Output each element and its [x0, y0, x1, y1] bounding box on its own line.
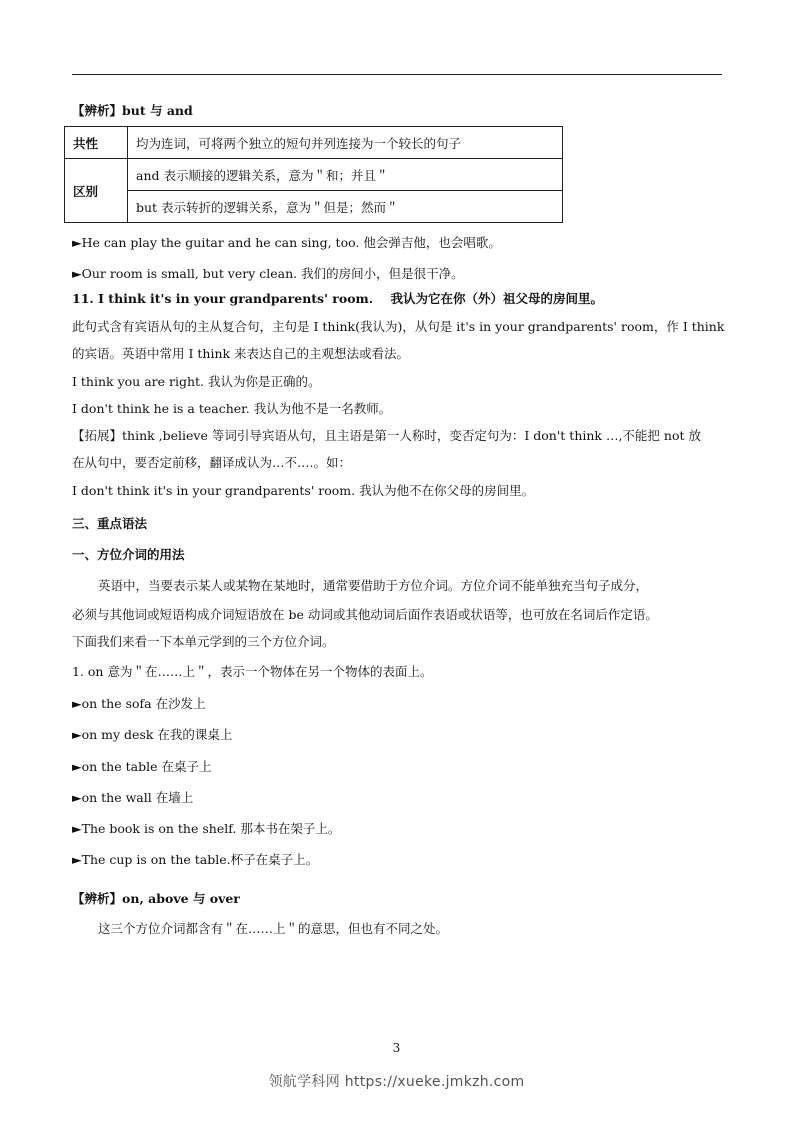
on-example-line: ►on the wall 在墙上 — [72, 790, 194, 805]
table-row — [65, 159, 563, 191]
paragraph-line: I don't think he is a teacher. 我认为他不是一名教师。 — [72, 401, 392, 416]
intro-line: 必须与其他词或短语构成介词短语放在 be 动词或其他动词后面作表语或状语等，也可放在名词后作定语。 — [72, 607, 658, 622]
page-number: 3 — [392, 1041, 401, 1055]
on-example-line: ►The cup is on the table.杯子在桌子上。 — [72, 852, 319, 867]
intro-line: 下面我们来看一下本单元学到的三个方位介词。 — [72, 634, 335, 649]
on-point-line: 1. on 意为＂在……上＂，表示一个物体在另一个物体的表面上。 — [72, 664, 433, 679]
closing-line: 这三个方位介词都含有＂在……上＂的意思，但也有不同之处。 — [98, 921, 449, 936]
diff-head-cell: 区别 — [65, 159, 128, 223]
common-text-cell: 均为连词，可将两个独立的短句并列连接为一个较长的句子 — [128, 127, 563, 159]
footer-watermark: 领航学科网 https://xueke.jmkzh.com — [268, 1074, 525, 1090]
but-and-comparison-table — [64, 126, 563, 223]
bianxi-prefix: 【辨析】 — [72, 103, 123, 118]
on-example-line: ►on my desk 在我的课桌上 — [72, 727, 233, 742]
example-line: ►Our room is small, but very clean. 我们的房间小，但是很干净。 — [72, 266, 464, 281]
diff-and-cell: and 表示顺接的逻辑关系，意为＂和；并且＂ — [128, 159, 563, 191]
intro-line: 英语中，当要表示某人或某物在某地时，通常要借助于方位介词。方位介词不能单独充当句子成分， — [98, 578, 649, 593]
bianxi-but-and-heading — [72, 103, 724, 119]
table-row — [65, 127, 563, 159]
on-example-line: ►on the table 在桌子上 — [72, 759, 212, 774]
paragraph-line: I think you are right. 我认为你是正确的。 — [72, 374, 321, 389]
point-11-title — [72, 291, 724, 307]
paragraph-line: 此句式含有宾语从句的主从复合句，主句是 I think(我认为)，从句是 it's in your grandparents' room，作 I think — [72, 319, 725, 334]
on-example-line: ►The book is on the shelf. 那本书在架子上。 — [72, 821, 341, 836]
common-head-cell: 共性 — [65, 127, 128, 159]
on-example-line: ►on the sofa 在沙发上 — [72, 696, 206, 711]
paragraph-line: 在从句中，要否定前移，翻译成认为…不….。如： — [72, 455, 351, 470]
example-line: ►He can play the guitar and he can sing, too. 他会弹吉他，也会唱歌。 — [72, 235, 501, 250]
table-row — [65, 191, 563, 223]
point-11-title-en: 11. I think it's in your grandparents' room. — [72, 291, 374, 306]
point-11-title-cn: 我认为它在你（外）祖父母的房间里。 — [390, 291, 604, 306]
paragraph-line: I don't think it's in your grandparents' room. 我认为他不在你父母的房间里。 — [72, 483, 535, 498]
bianxi-title: on, above 与 over — [122, 891, 240, 906]
section-3-heading: 三、重点语法 — [72, 516, 148, 531]
section-3-1-heading: 一、方位介词的用法 — [72, 547, 185, 562]
bianxi-on-above-over-heading — [72, 891, 724, 907]
header-rule — [72, 74, 722, 75]
paragraph-line: 【拓展】think ,believe 等词引导宾语从句，且主语是第一人称时，变否定句为：I don't think …,不能把 not 放 — [72, 428, 701, 443]
paragraph-line: 的宾语。英语中常用 I think 来表达自己的主观想法或看法。 — [72, 346, 410, 361]
diff-but-cell: but 表示转折的逻辑关系，意为＂但是；然而＂ — [128, 191, 563, 223]
bianxi-prefix: 【辨析】 — [72, 891, 123, 906]
bianxi-title: but 与 and — [122, 103, 193, 118]
